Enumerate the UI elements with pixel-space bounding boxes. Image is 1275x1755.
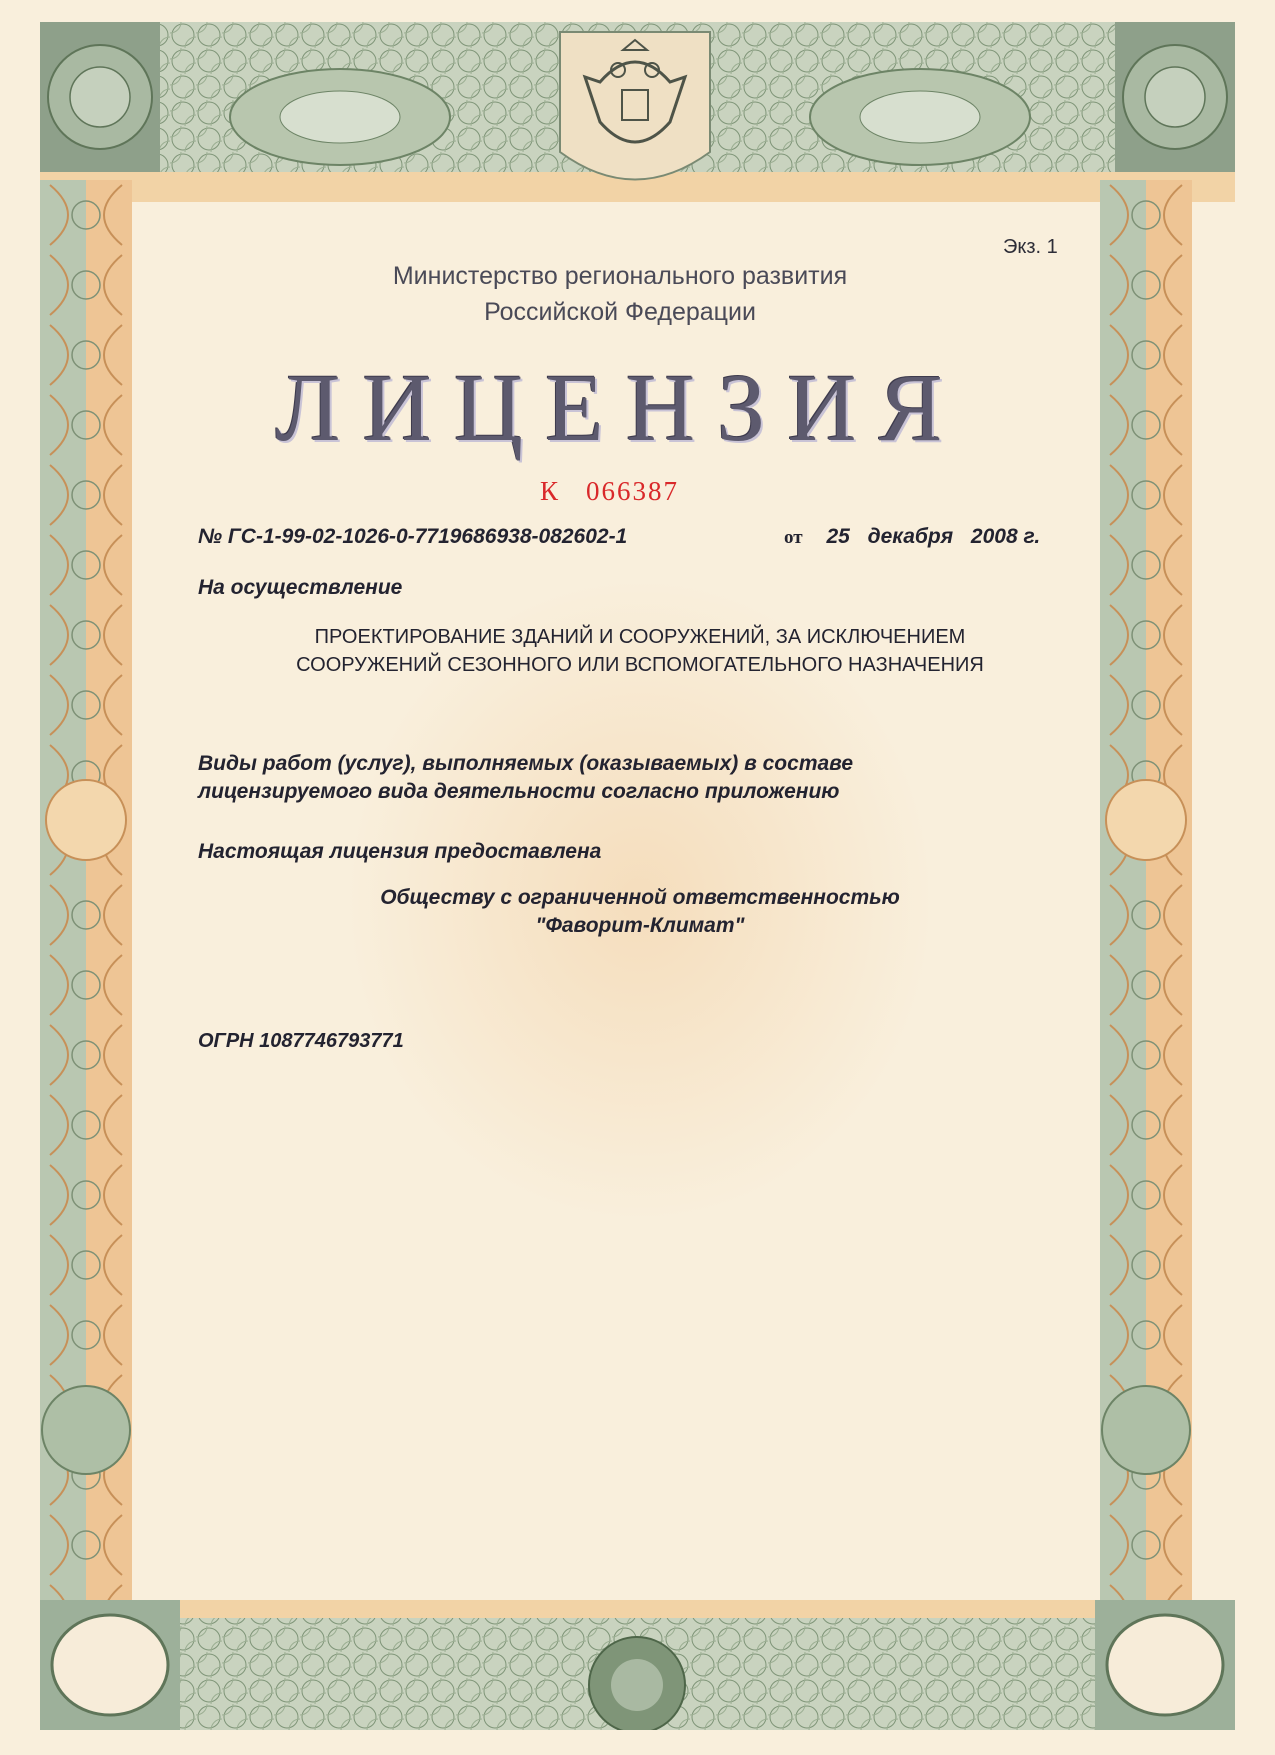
top-left-rosette [40,22,160,172]
date-day: 25 [826,525,850,548]
serial-number [540,476,679,507]
activity-label: На осуществление [198,576,403,599]
left-ornament-band [40,180,132,1640]
copy-label: Экз. 1 [1003,236,1058,258]
holder-line-1: Обществу с ограниченной ответственностью [380,886,900,909]
top-right-rosette [1115,22,1235,172]
activity-description [200,623,1080,679]
issuer-line-2: Российской Федерации [484,298,756,326]
works-line-1: Виды работ (услуг), выполняемых (оказываемых) в составе [198,752,854,775]
document-title: ЛИЦЕНЗИЯ [275,354,965,461]
license-number: № ГС-1-99-02-1026-0-7719686938-082602-1 [198,525,628,548]
bottom-left-rosette [40,1600,180,1730]
date-month: декабря [867,525,954,548]
works-description [198,750,1018,806]
serial-digits: 066387 [586,476,680,506]
top-ornament-band [40,22,1235,202]
bottom-ornament-band [40,1600,1235,1730]
issuer-name [260,258,980,330]
ogrn-number: ОГРН 1087746793771 [198,1030,404,1052]
issuer-line-1: Министерство регионального развития [392,262,848,290]
date-prefix: от [784,527,803,548]
activity-line-1: ПРОЕКТИРОВАНИЕ ЗДАНИЙ И СООРУЖЕНИЙ, ЗА ИСКЛЮЧЕНИЕМ [314,626,966,648]
granted-label: Настоящая лицензия предоставлена [198,840,602,863]
activity-line-2: СООРУЖЕНИЙ СЕЗОННОГО ИЛИ ВСПОМОГАТЕЛЬНОГО НАЗНАЧЕНИЯ [296,654,984,676]
works-line-2: лицензируемого вида деятельности согласно приложению [198,780,840,803]
bottom-right-rosette [1095,1600,1235,1730]
holder-line-2: "Фаворит-Климат" [535,914,745,937]
coat-of-arms-icon [560,32,710,180]
issue-date [784,525,1040,549]
date-year: 2008 г. [970,525,1041,548]
right-ornament-band [1100,180,1192,1640]
license-holder [280,884,1000,940]
serial-letter: К [540,476,561,506]
